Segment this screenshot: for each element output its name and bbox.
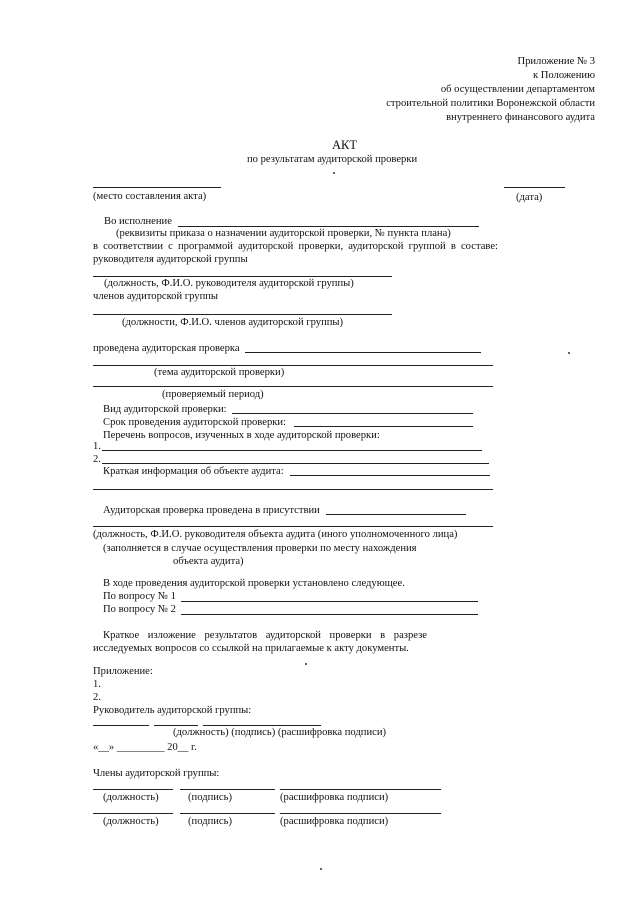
question-1-line [181,601,478,602]
attachment-number-2: 2. [93,692,101,703]
execution-line [178,226,479,227]
question-line-2 [102,463,489,464]
presence-line-2 [93,526,493,527]
head-label: руководителя аудиторской группы [93,254,248,265]
members-label: членов аудиторской группы [93,291,219,302]
question-number-1: 1. [93,441,101,452]
member-1-signature: (подпись) [188,792,232,803]
member-2-signature-line [180,813,275,814]
question-line-1 [102,450,482,451]
presence-label: Аудиторская проверка проведена в присутствии [103,505,320,516]
head-sign-label: Руководитель аудиторской группы: [93,705,252,716]
head-position-line [93,725,149,726]
members-sign-label: Члены аудиторской группы: [93,768,220,779]
presence-caption-3: объекта аудита) [173,556,244,567]
question-2-line [181,614,478,615]
question-1-label: По вопросу № 1 [103,591,176,602]
member-1-signature-line [180,789,275,790]
members-line [93,314,392,315]
appendix-line-5: внутреннего финансового аудита [446,112,595,123]
audit-term-label: Срок проведения аудиторской проверки: [103,417,286,428]
place-line [93,187,221,188]
order-caption: (реквизиты приказа о назначении аудиторской проверки, № пункта плана) [116,228,451,239]
appendix-line-1: Приложение № 3 [517,56,595,67]
scan-speck [333,172,335,174]
topic-line [93,365,493,366]
brief-info-label: Краткая информация об объекте аудита: [103,466,284,477]
question-2-label: По вопросу № 2 [103,604,176,615]
head-decoding-line [203,725,321,726]
attachment-label: Приложение: [93,666,153,677]
appendix-line-2: к Положению [532,70,595,81]
presence-line [326,514,466,515]
audit-type-label: Вид аудиторской проверки: [103,404,227,415]
summary-line-1: Краткое изложение результатов аудиторской проверки в разрезе [103,630,427,641]
presence-caption-2: (заполняется в случае осуществления проверки по месту нахождения [103,543,417,554]
program-text: в соответствии с программой аудиторской проверки, аудиторской группой в составе: [93,241,498,252]
member-2-position-line [93,813,173,814]
summary-line-2: исследуемых вопросов со ссылкой на прилагаемые к акту документы. [93,643,409,654]
audit-done-label: проведена аудиторская проверка [93,343,240,354]
brief-info-line-2 [93,489,493,490]
head-line [93,276,392,277]
brief-info-line [290,475,490,476]
questions-label: Перечень вопросов, изученных в ходе аудиторской проверки: [103,430,380,441]
scan-speck-3 [305,663,307,665]
execution-label: Во исполнение [104,216,172,227]
member-1-position: (должность) [103,792,159,803]
scan-speck-4 [320,868,322,870]
date-caption: (дата) [516,192,543,203]
appendix-line-4: строительной политики Воронежской области [386,98,595,109]
member-2-position: (должность) [103,816,159,827]
topic-caption: (тема аудиторской проверки) [154,367,285,378]
findings-label: В ходе проведения аудиторской проверки установлено следующее. [103,578,405,589]
document-subtitle: по результатам аудиторской проверки [247,154,418,165]
question-number-2: 2. [93,454,101,465]
member-2-signature: (подпись) [188,816,232,827]
member-1-decoding-line [280,789,441,790]
members-caption: (должности, Ф.И.О. членов аудиторской группы) [122,317,344,328]
date-fill-line: «__» _________ 20__ г. [93,742,197,753]
sign-caption: (должность) (подпись) (расшифровка подписи) [173,727,387,738]
appendix-line-3: об осуществлении департаментом [440,84,595,95]
place-caption: (место составления акта) [93,191,207,202]
member-1-position-line [93,789,173,790]
audit-term-line [294,426,473,427]
head-caption: (должность, Ф.И.О. руководителя аудиторской группы) [104,278,354,289]
audit-done-line [245,352,481,353]
date-line [504,187,565,188]
period-line [93,386,493,387]
member-2-decoding: (расшифровка подписи) [280,816,389,827]
member-1-decoding: (расшифровка подписи) [280,792,389,803]
audit-type-line [232,413,473,414]
document-title: АКТ [332,138,357,152]
presence-caption-1: (должность, Ф.И.О. руководителя объекта аудита (иного уполномоченного лица) [93,529,458,540]
head-signature-line [154,725,198,726]
member-2-decoding-line [280,813,441,814]
scan-speck-2 [568,352,570,354]
period-caption: (проверяемый период) [162,389,264,400]
attachment-number-1: 1. [93,679,101,690]
